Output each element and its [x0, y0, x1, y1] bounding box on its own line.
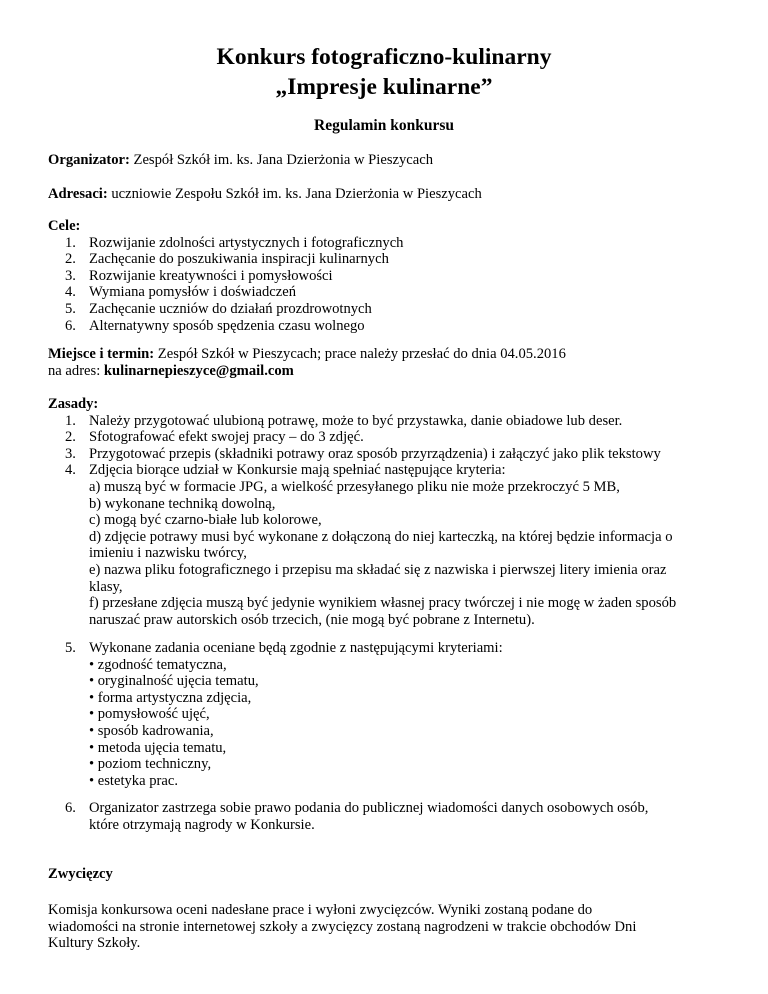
rules-section: [48, 396, 728, 628]
contact-email: kulinarnepieszyce@gmail.com: [103, 362, 294, 379]
rule-item: 1. Należy przygotować ulubioną potrawę, może to być przystawka, danie obiadowe lub deser.: [65, 412, 623, 429]
criteria-line: d) zdjęcie potrawy musi być wykonane z dołączoną do niej karteczką, na której będzie informacja o: [89, 528, 673, 545]
rule-item: 3. Przygotować przepis (składniki potrawy oraz sposób przyrządzenia) i załączyć jako plik tekstowy: [65, 445, 661, 462]
grading-criterion: • zgodność tematyczna,: [89, 656, 227, 673]
goal-item: 4. Wymiana pomysłów i doświadczeń: [65, 284, 297, 301]
winners-text-line: Kultury Szkoły.: [48, 935, 141, 952]
winners-heading: Zwycięzcy: [48, 866, 113, 882]
criteria-line: imieniu i nazwisku twórcy,: [89, 545, 247, 562]
organizer-value: Zespół Szkół im. ks. Jana Dzierżonia w Pieszycach: [129, 152, 434, 168]
rule-item-continuation: które otrzymają nagrody w Konkursie.: [89, 816, 315, 833]
rule-item: 6. Organizator zastrzega sobie prawo podania do publicznej wiadomości danych osobowych osób,: [65, 800, 649, 816]
winners-text-line: Komisja konkursowa oceni nadesłane prace i wyłoni zwycięzców. Wyniki zostaną podane do: [48, 902, 593, 918]
recipients-value: uczniowie Zespołu Szkół im. ks. Jana Dzierżonia w Pieszycach: [107, 186, 482, 202]
rule-item: 4. Zdjęcia biorące udział w Konkursie mają spełniać następujące kryteria:: [65, 462, 506, 479]
goal-item: 3. Rozwijanie kreatywności i pomysłowości: [65, 267, 333, 284]
privacy-section: [48, 800, 728, 833]
grading-section: [48, 640, 728, 789]
place-section: [48, 346, 728, 379]
place-label: Miejsce i termin:: [48, 346, 155, 362]
goal-item: 1. Rozwijanie zdolności artystycznych i fotograficznych: [65, 234, 404, 251]
criteria-line: f) przesłane zdjęcia muszą być jedynie wynikiem własnej pracy twórczej i nie mogę w żaden sposób: [89, 595, 677, 612]
document-title-line1: Konkurs fotograficzno-kulinarny: [216, 44, 552, 70]
recipients-label: Adresaci:: [48, 186, 108, 202]
grading-criterion: • sposób kadrowania,: [89, 722, 214, 739]
organizer-label: Organizator:: [48, 152, 130, 168]
address-prefix: na adres:: [48, 362, 104, 379]
rule-item: 5. Wykonane zadania oceniane będą zgodnie z następującymi kryteriami:: [65, 640, 503, 656]
criteria-line: klasy,: [89, 578, 123, 595]
grading-criterion: • poziom techniczny,: [89, 756, 212, 773]
rule-item: 2. Sfotografować efekt swojej pracy – do 3 zdjęć.: [65, 429, 364, 446]
document-title-line2: „Impresje kulinarne”: [275, 74, 493, 100]
criteria-line: naruszać praw autorskich osób trzecich, (nie mogą być pobrane z Internetu).: [89, 611, 535, 628]
grading-criterion: • estetyka prac.: [89, 772, 178, 789]
rules-label: Zasady:: [48, 396, 99, 412]
grading-criterion: • metoda ujęcia tematu,: [89, 739, 227, 756]
winners-section: [48, 902, 728, 952]
criteria-line: a) muszą być w formacie JPG, a wielkość przesyłanego pliku nie może przekroczyć 5 MB,: [89, 478, 620, 495]
goal-item: 2. Zachęcanie do poszukiwania inspiracji kulinarnych: [65, 251, 389, 268]
document-subtitle: Regulamin konkursu: [314, 117, 454, 134]
grading-criterion: • oryginalność ujęcia tematu,: [89, 673, 259, 690]
recipients-line: [48, 186, 728, 203]
criteria-line: b) wykonane techniką dowolną,: [89, 495, 276, 512]
winners-text-line: wiadomości na stronie internetowej szkoły a zwycięzcy zostaną nagrodzeni w trakcie obchodów Dni: [48, 918, 637, 935]
criteria-line: c) mogą być czarno-białe lub kolorowe,: [89, 512, 322, 529]
place-value: Zespół Szkół w Pieszycach; prace należy przesłać do dnia 04.05.2016: [154, 346, 566, 362]
goal-item: 6. Alternatywny sposób spędzenia czasu wolnego: [65, 317, 365, 334]
grading-criterion: • pomysłowość ujęć,: [89, 706, 210, 723]
goals-label: Cele:: [48, 218, 81, 234]
organizer-line: [48, 152, 728, 169]
goals-section: [48, 218, 728, 334]
grading-criterion: • forma artystyczna zdjęcia,: [89, 689, 252, 706]
criteria-line: e) nazwa pliku fotograficznego i przepisu ma składać się z nazwiska i pierwszej litery imienia oraz: [89, 561, 667, 578]
goal-item: 5. Zachęcanie uczniów do działań prozdrowotnych: [65, 300, 372, 317]
